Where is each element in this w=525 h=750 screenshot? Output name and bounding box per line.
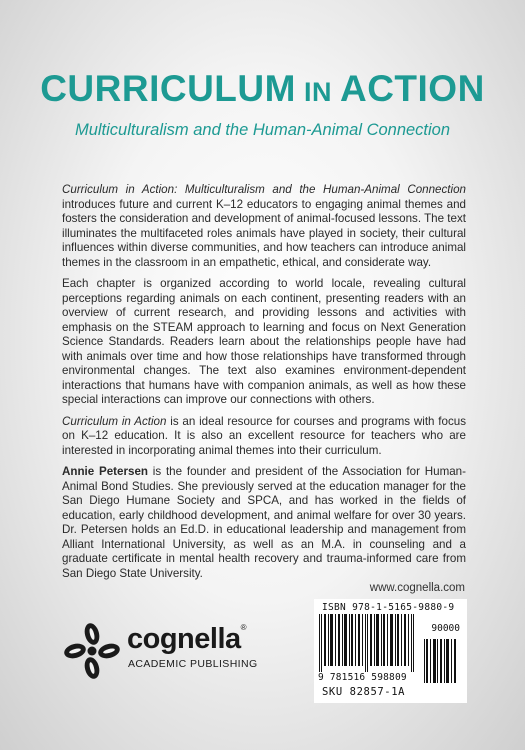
description-paragraph-2: Each chapter is organized according to world locale, revealing cultural perceptions regarding animals on each continent, presenting readers with an overview of current research, and providing lessons and activities with emphasis on the STEAM approach to learning and focus on Next Generation Science Standards. Readers learn about the relationships people have had with animals over time and how those relationships have transformed through environmental changes. The text also examines environment-dependent interactions that humans have with companion animals, as well as how these special interactions can improve our connections with others. — [62, 277, 466, 406]
paragraph-1-text: introduces future and current K–12 educators to engaging animal themes and fosters the consideration and development of animal-focused lessons. The text illuminates the multifaceted roles animals have played in society, their cultural influences within diverse communities, and how teachers can introduce animal themes in the classroom in an empathetic, ethical, and considerate way. — [62, 197, 466, 269]
barcode-icon — [318, 614, 418, 672]
cover-subtitle: Multiculturalism and the Human-Animal Connection — [74, 121, 451, 139]
publisher-name — [127, 623, 246, 656]
publisher-tagline: ACADEMIC PUBLISHING — [128, 658, 258, 670]
title-part-in: IN — [295, 77, 340, 107]
publisher-name-text: cognella — [127, 623, 241, 655]
paragraph-3-text: is an ideal resource for courses and programs with focus on K–12 education. It is also an excellent resource for teachers who are interested in incorporating animal themes into their curriculum. — [62, 414, 466, 457]
cover-title — [0, 68, 525, 110]
isbn-label: ISBN 978-1-5165-9880-9 — [322, 602, 455, 613]
book-title-italic: Curriculum in Action: Multiculturalism and the Human-Animal Connection — [62, 183, 466, 196]
price-barcode-icon — [424, 639, 458, 683]
publisher-url[interactable]: www.cognella.com — [369, 582, 465, 594]
back-cover-description — [62, 183, 466, 588]
description-paragraph-1 — [62, 183, 466, 270]
price-code: 90000 — [431, 623, 460, 634]
description-paragraph-3 — [62, 415, 466, 459]
publisher-logo — [62, 621, 262, 681]
title-part-action: ACTION — [339, 68, 485, 109]
author-name: Annie Petersen — [62, 465, 148, 478]
book-title-italic-short: Curriculum in Action — [62, 414, 167, 428]
author-bio — [62, 465, 466, 581]
sku-label: SKU 82857-1A — [322, 686, 406, 698]
barcode-number: 9 781516 598809 — [318, 672, 407, 683]
barcode-block — [314, 599, 467, 703]
author-bio-text: is the founder and president of the Association for Human-Animal Bond Studies. She previously served at the education manager for the San Diego Humane Society and SPCA, and has worked in the fields of education, early childhood development, and animal welfare for over 30 years. Dr. Petersen holds an Ed.D. in educational leadership and management from Alliant International University, as well as an M.A. in counseling and a graduate certificate in mental health recovery and trauma-informed care from San Diego State University. — [62, 465, 466, 580]
title-part-curriculum: CURRICULUM — [40, 68, 296, 109]
registered-mark: ® — [240, 623, 247, 632]
cognella-flower-logo-icon — [62, 621, 122, 681]
